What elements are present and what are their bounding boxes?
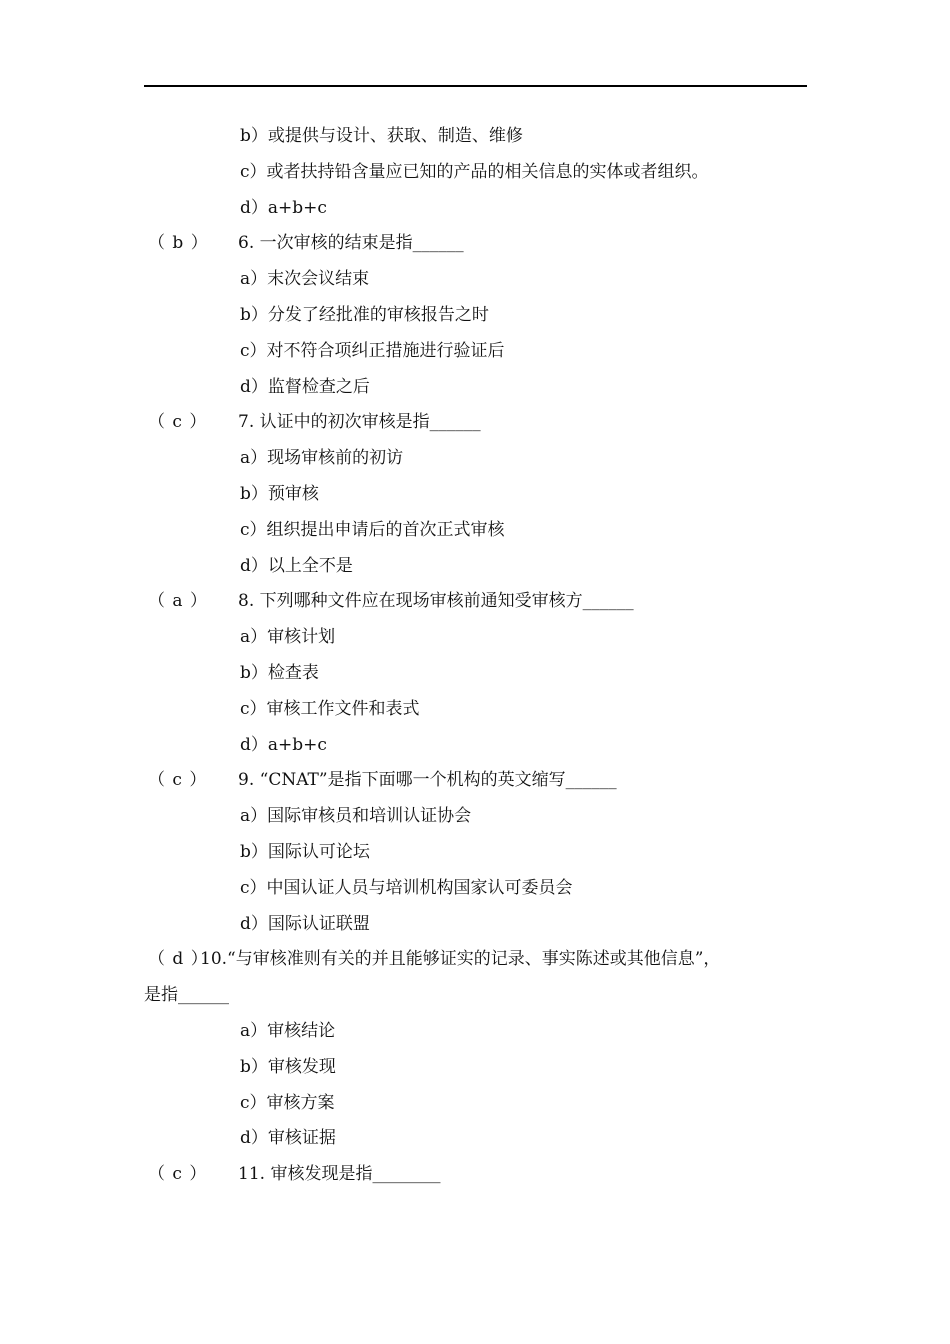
- option-line: a）国际审核员和培训认证协会: [240, 806, 472, 827]
- question-7: [0, 405, 950, 441]
- option-line: b）预审核: [240, 483, 319, 504]
- option-line: a）末次会议结束: [240, 269, 370, 290]
- answer-tag: （ a ）: [148, 591, 208, 612]
- option-line: d）a+b+c: [240, 197, 327, 218]
- question-11: [0, 1157, 950, 1193]
- option-line: a）审核结论: [240, 1020, 336, 1041]
- answer-tag: （ b ）: [148, 233, 209, 254]
- option-line: d）a+b+c: [240, 734, 327, 755]
- option-line: b）检查表: [240, 662, 319, 683]
- document-body: [0, 119, 950, 1193]
- option-line: a）现场审核前的初访: [240, 448, 404, 469]
- option-line: d）以上全不是: [240, 555, 353, 576]
- option-line: c）审核工作文件和表式: [240, 698, 420, 719]
- question-10: [0, 942, 950, 978]
- option-line: b）国际认可论坛: [240, 841, 370, 862]
- question-text: 9. “CNAT”是指下面哪一个机构的英文缩写______: [238, 770, 617, 791]
- question-text: 11. 审核发现是指________: [238, 1164, 441, 1185]
- header-rule: [144, 85, 807, 87]
- option-line: c）组织提出申请后的首次正式审核: [240, 519, 505, 540]
- option-line: b）或提供与设计、获取、制造、维修: [240, 126, 523, 146]
- option-line: d）国际认证联盟: [240, 913, 370, 934]
- question-text: 10.“与审核准则有关的并且能够证实的记录、事实陈述或其他信息”，: [200, 949, 721, 970]
- option-line: d）监督检查之后: [240, 376, 370, 397]
- answer-tag: （ d ）: [148, 949, 209, 970]
- option-line: c）审核方案: [240, 1092, 335, 1113]
- question-9: [0, 763, 950, 799]
- option-line: c）或者扶持铅含量应已知的产品的相关信息的实体或者组织。: [240, 161, 709, 182]
- answer-tag: （ c ）: [148, 412, 208, 433]
- option-line: d）审核证据: [240, 1128, 336, 1149]
- option-line: b）分发了经批准的审核报告之时: [240, 304, 489, 325]
- answer-tag: （ c ）: [148, 1164, 208, 1185]
- answer-tag: （ c ）: [148, 770, 208, 791]
- option-line: a）审核计划: [240, 627, 336, 648]
- option-line: c）对不符合项纠正措施进行验证后: [240, 340, 505, 361]
- question-text: 6. 一次审核的结束是指______: [238, 233, 464, 254]
- option-line: b）审核发现: [240, 1056, 336, 1077]
- question-8: [0, 584, 950, 620]
- question-6: [0, 226, 950, 262]
- option-line: c）中国认证人员与培训机构国家认可委员会: [240, 877, 573, 898]
- question-text: 7. 认证中的初次审核是指______: [238, 412, 481, 433]
- question-continuation: 是指______: [144, 985, 229, 1006]
- question-text: 8. 下列哪种文件应在现场审核前通知受审核方______: [238, 591, 634, 612]
